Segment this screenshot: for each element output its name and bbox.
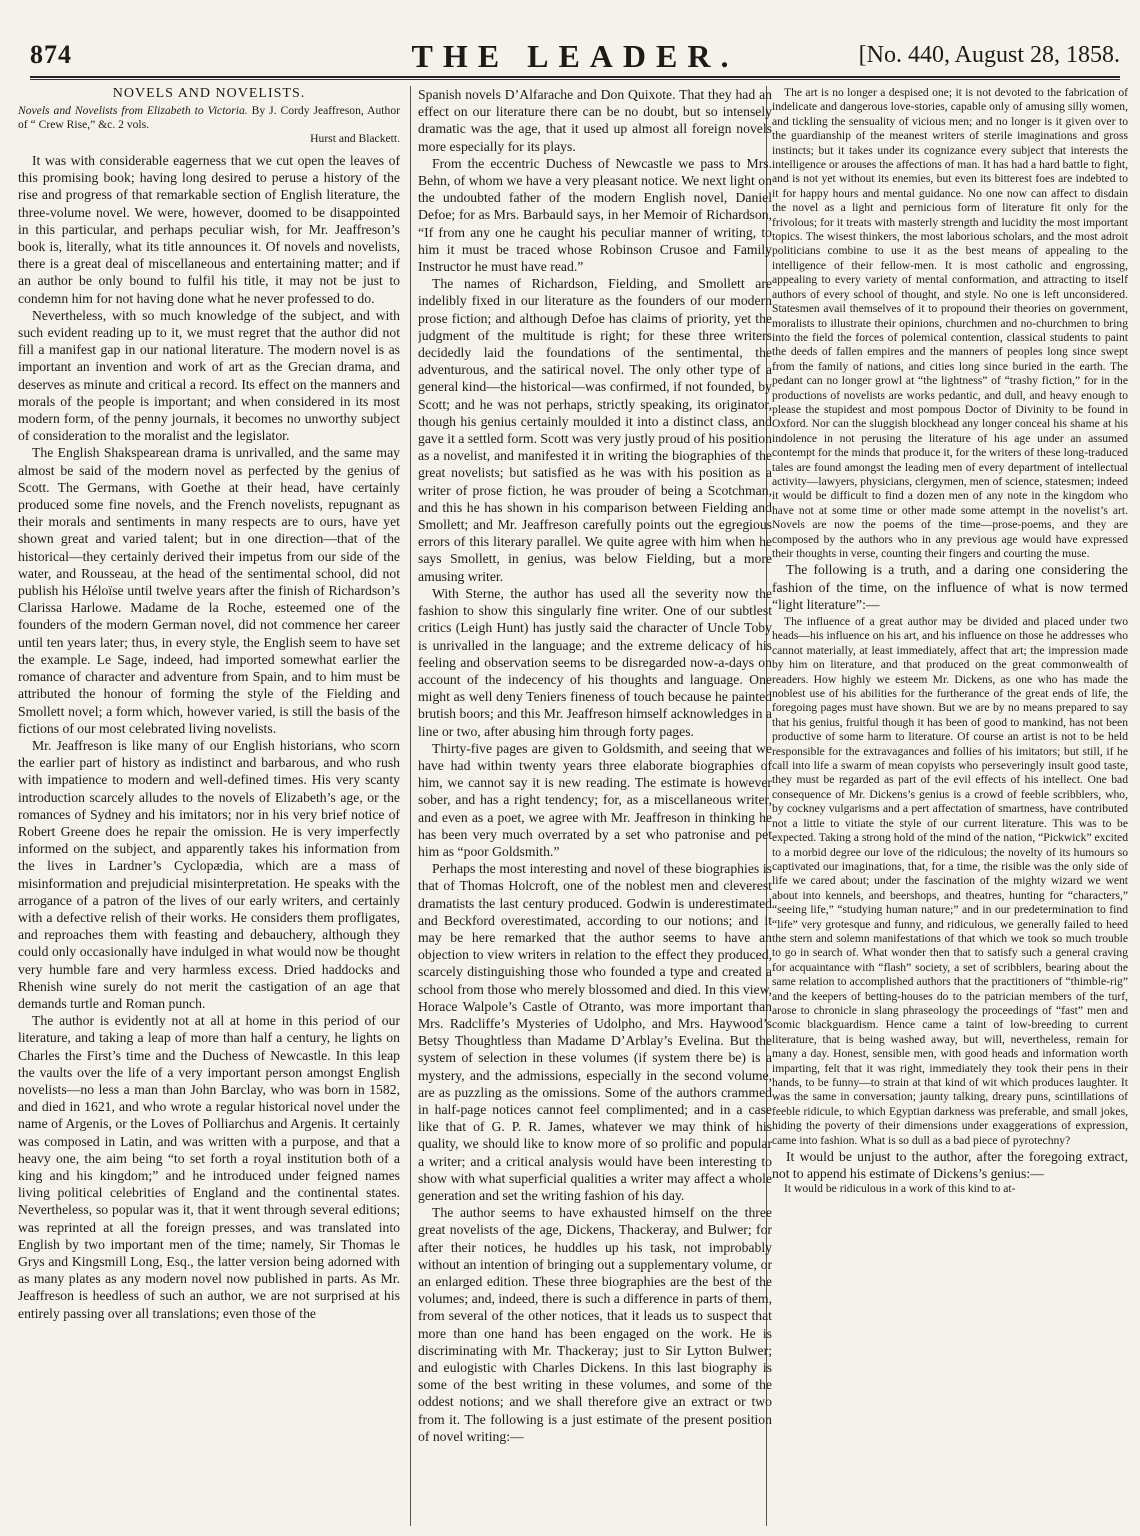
paragraph: Mr. Jeaffreson is like many of our English historians, who scorn the earlier part of history as indistinct and barbarous, and who rush with impatience to modern and well-defined times. His very scanty introduction scarcely alludes to the novels of Elizabeth’s age, or the romances of Sydney and his imitators; nor in his very brief notice of Robert Greene does he repair the omission. He is very imperfectly informed on the subject, and apparently takes his information from the lives in Lardner’s Cyclopædia, which are a mass of misinformation and prejudicial misinterpretation. He speaks with the arrogance of a patron of the lives of our early writers, and certainly with a defective relish of their works. He considers them profligates, and reproaches them with feasting and debauchery, although they could only occasionally have indulged in what would now be thought very humble fare and very harmless excess. Dried haddocks and Rhenish wine surely do not merit the castigation of an age that demands turtle and Roman punch. <box>18 737 400 1011</box>
column-2 <box>418 86 772 1526</box>
column-3 <box>772 86 1128 1526</box>
quoted-paragraph: It would be ridiculous in a work of this kind to at- <box>784 1182 1016 1196</box>
paragraph: It was with considerable eagerness that we cut open the leaves of this promising book; having long desired to peruse a history of the rise and progress of that remarkable section of English literature, the three-volume novel. We were, however, doomed to be disappointed in this particular, and perhaps peculiar wish, for Mr. Jeaffreson’s book is, literally, what its title announces it. Of novels and novelists, there is a great deal of miscellaneous and entertaining matter; and if an author be only bound to fulfil his title, it may not be just to condemn him for not having done what he never professed to do. <box>18 153 400 306</box>
quoted-paragraph: The influence of a great author may be divided and placed under two heads—his influence on his art, and his influence on those he addresses who cannot materially, at least immediately, affect that art; the impression made by him on literature, and that produced on the great commonwealth of readers. How highly we esteem Mr. Dickens, as one who has made the noblest use of his abilities for the furtherance of the great ends of life, the foregoing pages must have shown. But we are by no means prepared to say that his genius, fruitful though it has been of good to mankind, has not been productive of some harm to literature. Of course an artist is not to be held responsible for the extravagances and follies of his imitators; but still, if he call into life a swarm of mean copyists who perseveringly insult good taste, they must be regarded as part of the evil effects of his intellect. One bad consequence of Mr. Dickens’s genius is a crowd of feeble scribblers, who, by cockney vulgarisms and a pert affectation of smartness, have contributed not a little to vitiate the style of our current literature. This was to be expected. Taking a strong hold of the mind of the nation, “Pickwick” excited to a morbid degree our love of the ridiculous; the novelty of its humours so captivated our imaginations, that, for a time, the risible was the only side of life we cared about; under the fascination of the mighty wizard we went about into kennels, and beershops, and theatres, hunting for “characters,” “seeing life,” “studying human nature;” and in our predetermination to find “life” very grotesque and funny, and ridiculous, we generally failed to heed the stern and solemn manifestations of that which we took so much trouble to go in search of. What wonder then that to satisfy such a general craving for acquaintance with “flash” society, a set of scribblers, bearing about the same relation to accomplished authors that the practitioners of “thimble-rig” and the keepers of betting-houses do to the patrician members of the turf, arose to chronicle in slang phraseology the proceedings of “fast” men and comic blackguardism. Hence came a taint of low-breeding to current literature, that is being washed away, but will, nevertheless, remain for many a day. Honest, sensible men, with good heads and information worth imparting, felt that it was right, immediately they took their pens in their hands, to be funny—to strain at that kind of wit which produces laughter. It was the same in conversation; jaunty talking, dreary puns, scintillations of feeble ridicule, to which Egyptian darkness was preferable, and small jokes, hiding the poverty of their dimensions under exaggerations of expression, came into fashion. What is so dull as a bad piece of pyrotechny? <box>772 615 1128 1147</box>
issue-date: [No. 440, August 28, 1858. <box>858 42 1120 68</box>
page-number: 874 <box>30 40 72 69</box>
paragraph: Spanish novels D’Alfarache and Don Quixote. That they had an effect on our literature there can be no doubt, but so intensely dramatic was the age, that it used up almost all foreign novels more especially for its plays. <box>418 87 772 154</box>
paragraph: Nevertheless, with so much knowledge of the subject, and with such evident reading up to it, we must regret that the author did not fill a manifest gap in our national literature. The modern novel is as important an invention and work of art as the Grecian drama, and deserves as minute and critical a record. Its effect on the manners and morals of the people is important; and when considered in its most modern form, of the penny journals, it becomes no unworthy subject of consideration to the moralist and the legislator. <box>18 307 400 444</box>
column-divider <box>410 86 411 1526</box>
paragraph: With Sterne, the author has used all the severity now the fashion to show this singularly fine writer. One of our subtlest critics (Leigh Hunt) has justly said the character of Uncle Toby is unrivalled in the language; and the extreme delicacy of his feeling and observation seems to be disregarded now-a-days on account of the indecency of his thoughts and language. One might as well deny Teniers fineness of touch because he painted brutish boors; and this Mr. Jeaffreson himself acknowledges in a line or two, after abusing him through forty pages. <box>418 585 772 739</box>
paragraph: Perhaps the most interesting and novel of these biographies is that of Thomas Holcroft, one of the noblest men and cleverest dramatists the last century produced. Godwin is underestimated and Beckford overestimated, according to our notions; and it may be here remarked that the author seems to have an objection to view writers in relation to the effect they produced, scarcely distinguishing those who founded a type and created a school from those who merely blossomed and died. In this view, Horace Walpole’s Castle of Otranto, was more important than Mrs. Radcliffe’s Mysteries of Udolpho, and Mrs. Haywood’s Betsy Thoughtless than Madame D’Arblay’s Evelina. But the system of selection in these volumes (if system there be) is a mystery, and the admissions, especially in the second volume, are as puzzling as the omissions. Some of the authors crammed in half-page notices cannot feel complimented; and in a case like that of G. P. R. James, whatever we may think of his quality, we should like to know more of so prolific and popular a writer; and a critical analysis would have been interesting to show with what superficial qualities a writer may affect a whole generation and set the writing fashion of his day. <box>418 861 772 1203</box>
book-citation <box>18 104 400 146</box>
quotation-block <box>772 615 1128 1148</box>
paragraph: The author is evidently not at all at home in this period of our literature, and taking a leap of more than half a century, he lights on Charles the First’s time and the Duchess of Newcastle. In this leap the vaults over the life of a very important person amongst English novelists—no less a man than John Barclay, who was born in 1582, and died in 1621, and who wrote a regular historical novel under the name of Argenis, or the Loves of Polliarchus and Argenis. It certainly was composed in Latin, and was written with a purpose, and that a heavy one, the aim being “to set forth a royal institution both of a king and his kingdom;” and he introduced under feigned names living political celebrities of England and the continental states. Nevertheless, so popular was it, that it went through several editions; was reprinted at all the foreign presses, and was translated into English by two important men of the time; namely, Sir Thomas le Grys and Kingsmill Long, Esq., the latter version being adorned with as many plates as any modern novel now published in parts. As Mr. Jeaffreson is heedless of such an author, we are not surprised at his entirely passing over all translations; even those of the <box>18 1013 400 1321</box>
paragraph: The following is a truth, and a daring one considering the fashion of the time, on the influence of what is now termed “light literature”:— <box>772 562 1128 612</box>
paragraph: The names of Richardson, Fielding, and Smollett are indelibly fixed in our literature as the founders of our modern prose fiction; and although Defoe has claims of priority, yet the judgment of the multitude is right; for these three writers decidedly laid the foundations of the sentimental, the adventurous, and the satirical novel. The only other type of a general kind—the historical—was confirmed, if not founded, by Scott; and he was not perhaps, strictly speaking, its originator, though his genius certainly moulded it into a distinct class, and gave it a settled form. Scott was very justly proud of his position as a novelist, and manifested it in writing the biographies of the great novelists; but satisfied as he was with his position as a writer of prose fiction, he was prouder of being a Scotchman, and this he has shown in his comparison between Fielding and Smollett; and Mr. Jeaffreson carefully points out the egregious errors of this literary parallel. We quite agree with him when he says Smollett, in genius, was below Fielding, but a more amusing writer. <box>418 276 772 584</box>
paragraph: From the eccentric Duchess of Newcastle we pass to Mrs. Behn, of whom we have a very pleasant notice. We next light on the undoubted father of the modern English novel, Daniel Defoe; for as Mrs. Barbauld says, in her Memoir of Richardson, “If from any one he caught his peculiar manner of writing, to him it must be traced whose Robinson Crusoe and Family Instructor he must have read.” <box>418 155 772 275</box>
publisher: Hurst and Blackett. <box>310 132 400 145</box>
masthead-rule <box>30 79 1120 80</box>
paragraph: Thirty-five pages are given to Goldsmith, and seeing that we have had within twenty years three elaborate biographies of him, we cannot say it is new reading. The estimate is however sober, and has a right tendency; for, as a miscellaneous writer, and even as a poet, we agree with Mr. Jeaffreson in thinking he has been very much overrated by a set who patronise and pet him as “poor Goldsmith.” <box>418 740 772 859</box>
book-title: Novels and Novelists from Elizabeth to Victoria. <box>18 104 248 117</box>
paragraph: The English Shakspearean drama is unrivalled, and the same may almost be said of the modern novel as perfected by the genius of Scott. The Germans, with Goethe at their head, have certainly produced some fine novels, and the French novelists, repugnant as their morals and sentiments in many respects are to ours, have yet shown great and varied talent; but in one direction—that of the historical—they certainly derived their impetus from our side of the water, and Rousseau, at the head of the sentimental school, did not publish his Héloïse until twelve years after the finish of Richardson’s Clarissa Harlowe. Madame de la Roche, esteemed one of the founders of the modern German novel, did not commence her career until ten years later; thus, in every style, the English seem to have set the example. Le Sage, indeed, had imported somewhat earlier the romance of character and adventure from Spain, and to him must be attributed the honour of forming the style of the Fielding and Smollett novel; a form which, however varied, is still the basis of the fictions of our most celebrated living novelists. <box>18 445 400 736</box>
masthead <box>30 34 1120 78</box>
quoted-paragraph: The art is no longer a despised one; it is not devoted to the fabrication of indelicate and dangerous love-stories, capable only of amusing silly women, and tickling the sensuality of vicious men; and no longer is it given over to the guardianship of the meanest writers of sterile imaginations and gross instincts; but it takes under its cognizance every subject that interests the intelligence or arouses the affections of man. It has had a hard battle to fight, and is not yet without its enemies, but even its bitterest foes are indebted to it for happy hours and mental guidance. No one now can affect to disdain the novel as a light and pernicious form of literature fit only for the frivolous; for it treats with masterly strength and lucidity the most important topics. The wisest thinkers, the most laborious scholars, and the most adroit politicians combine to use it as the best means of appealing to the intelligence of their fellow-men. It is most catholic and engrossing, appealing to every variety of mental conformation, and attracting to itself authors of every school of thought, and style. No one is left unconsidered. Statesmen avail themselves of it to propound their theories on government, moralists to illustrate their opinions, churchmen and no-churchmen to bring into the field the forces of polemical contention, classical students to paint the deeds of fallen empires and the manners of peoples long since swept from the family of nations, and cities long since buried in the earth. The pedant can no longer growl at “the lightness” of “trashy fiction,” for in the productions of novelists are works pedantic, and dull, and heavy enough to please the stupidest and most pompous Doctor of Divinity to be found in Oxford. Nor can the sluggish blockhead any longer conceal his shame at his indolence in not perusing the literature of his age under an assumed contempt for the minds that produce it, for the writers of these long-traduced tales are found amongst the leading men of every department of intellectual activity—lawyers, physicians, clergymen, men of science, statesmen; indeed it would be difficult to find a dozen men of any note in the kingdom who have not at some time or other made some attempt in the novelist’s art. Novels are now the poems of the time—prose-poems, and they are composed by the authors who in any previous age would have expressed their thoughts in verse, counting their fingers and courting the muse. <box>772 86 1128 560</box>
paragraph: It would be unjust to the author, after the foregoing extract, not to append his estimate of Dickens’s genius:— <box>772 1149 1128 1182</box>
paper-title: THE LEADER. <box>411 38 739 74</box>
column-1 <box>18 86 400 1526</box>
quotation-block <box>772 86 1128 561</box>
article-heading: NOVELS AND NOVELISTS. <box>112 86 306 101</box>
book-author: By J. Cordy Jeaffreson, Author of “ Crew Rise,” &c. 2 vols. <box>18 104 400 131</box>
paragraph: The author seems to have exhausted himself on the three great novelists of the age, Dickens, Thackeray, and Bulwer; for after their notices, he huddles up his task, not improbably without an intention of bringing out a supplementary volume, or an enlarged edition. These three biographies are the best of the volumes; and, indeed, there is such a difference in parts of them, from several of the other notices, that it leads us to suspect that more than one hand has been engaged on the work. He is discriminating with Mr. Thackeray; just to Sir Lytton Bulwer; and eulogistic with Charles Dickens. In this last biography is some of the best writing in these volumes, and some of the oddest notions; and we shall therefore give an extract or two from it. The following is a just estimate of the present position of novel writing:— <box>418 1205 772 1444</box>
quotation-block <box>772 1182 1128 1196</box>
